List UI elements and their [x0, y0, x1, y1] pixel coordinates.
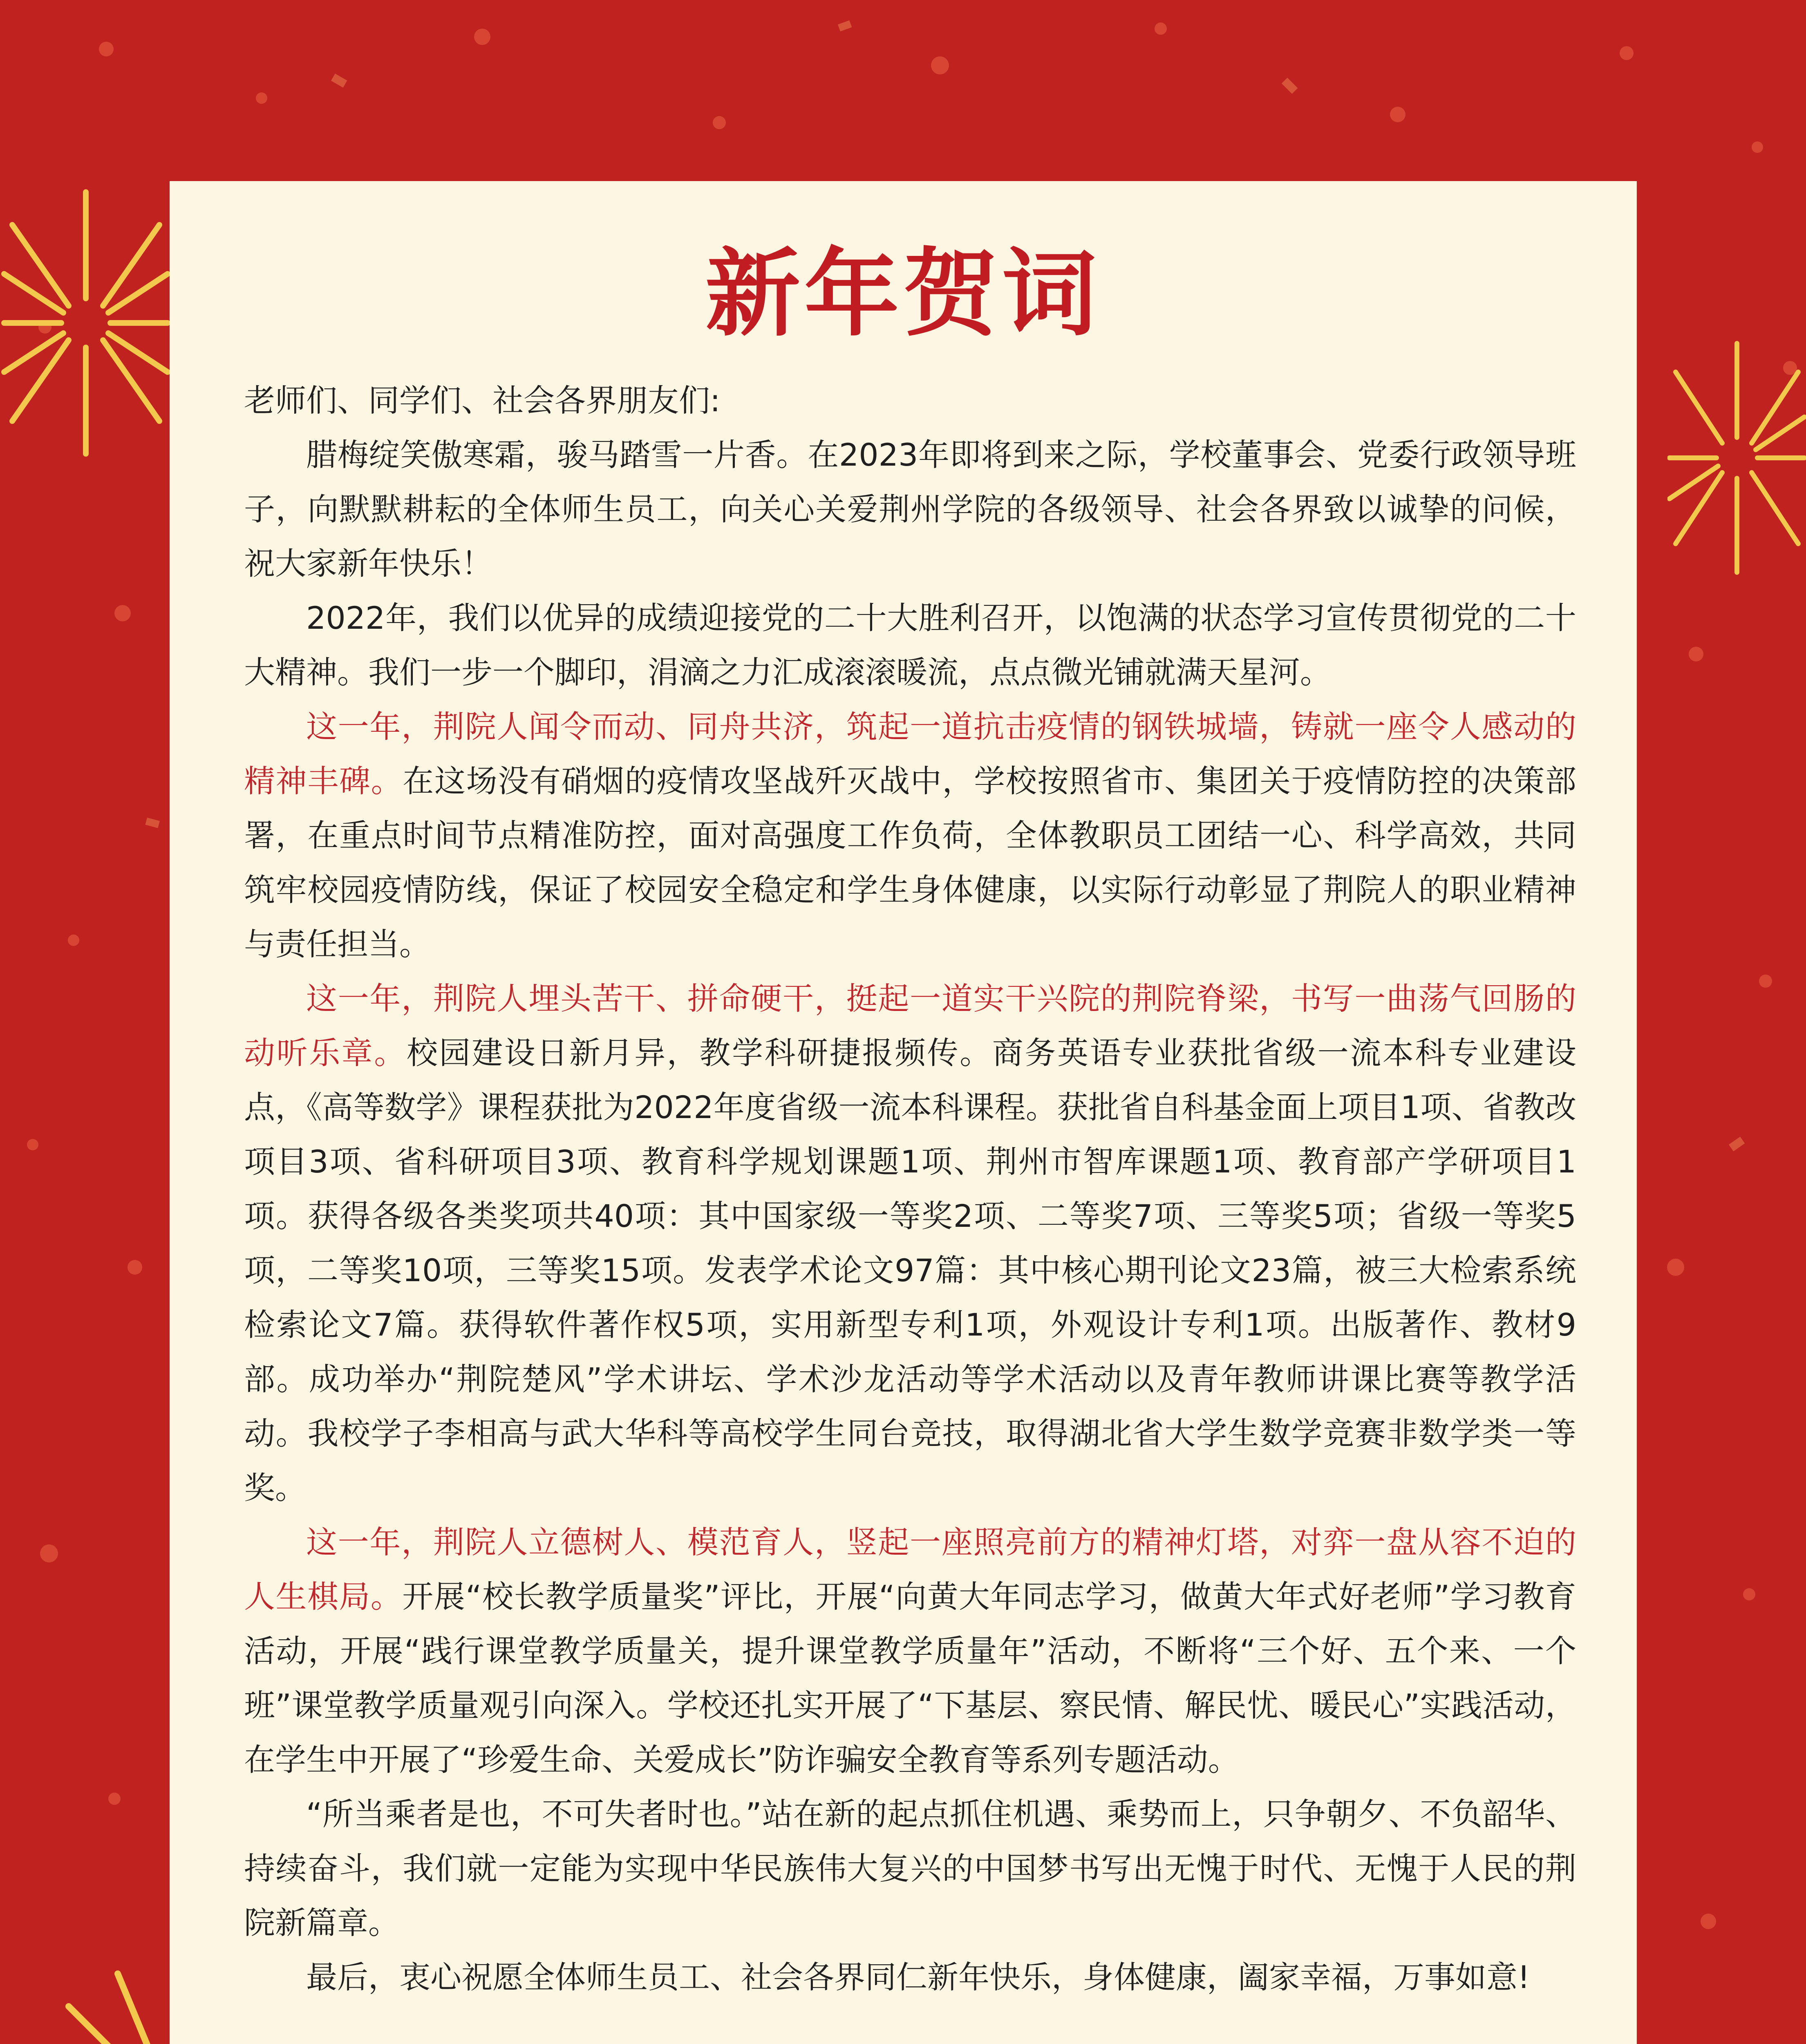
firework-decoration-top-left	[0, 180, 172, 466]
salutation: 老师们、同学们、社会各界朋友们:	[244, 382, 721, 419]
letter-body	[244, 373, 1576, 2004]
paragraph-text: 开展“校长教学质量奖”评比，开展“向黄大年同志学习，做黄大年式好老师”学习教育活动，开展“践行课堂教学质量关，提升课堂教学质量年”活动，不断将“三个好、五个来、一个班”课堂教学质量观引向深入。学校还扎实开展了“下基层、察民情、解民忧、暖民心”实践活动，在学生中开展了“珍爱生命、关爱成长”防诈骗安全教育等系列专题活动。	[244, 1578, 1577, 1778]
letter-paper	[170, 181, 1637, 2044]
paragraph-7	[244, 1950, 1576, 2004]
paragraph-4	[244, 971, 1576, 1515]
paragraph-2	[244, 591, 1576, 699]
paragraph-3	[244, 699, 1576, 971]
paragraph-text: 在这场没有硝烟的疫情攻坚战歼灭战中，学校按照省市、集团关于疫情防控的决策部署，在重点时间节点精准防控，面对高强度工作负荷，全体教职员工团结一心、科学高效，共同筑牢校园疫情防线，保证了校园安全稳定和学生身体健康，以实际行动彰显了荆院人的职业精神与责任担当。	[244, 763, 1577, 962]
paragraph-5	[244, 1515, 1576, 1787]
paragraph-highlight: 这一年，荆院人闻令而动、同舟共济，筑起一道抗击疫情的钢铁城墙，铸就一座令人感动的精神丰碑。	[244, 708, 1576, 799]
paragraph-6	[244, 1787, 1576, 1950]
paragraph-highlight: 这一年，荆院人埋头苦干、拼命硬干，挺起一道实干兴院的荆院脊梁，书写一曲荡气回肠的动听乐章。	[244, 980, 1576, 1071]
firework-decoration-right	[1667, 335, 1806, 580]
letter-title: 新年贺词	[705, 239, 1101, 349]
paragraph-1	[244, 428, 1576, 591]
paragraph-text: 2022年，我们以优异的成绩迎接党的二十大胜利召开，以饱满的状态学习宣传贯彻党的二十大精神。我们一步一个脚印，涓滴之力汇成滚滚暖流，点点微光铺就满天星河。	[244, 600, 1576, 690]
paragraph-text: 腊梅绽笑傲寒霜，骏马踏雪一片香。在2023年即将到来之际，学校董事会、党委行政领导班子，向默默耕耘的全体师生员工，向关心关爱荆州学院的各级领导、社会各界致以诚挚的问候，祝大家新年快乐！	[244, 437, 1576, 582]
paragraph-text: “所当乘者是也，不可失者时也。”站在新的起点抓住机遇、乘势而上，只争朝夕、不负韶华、持续奋斗，我们就一定能为实现中华民族伟大复兴的中国梦书写出无愧于时代、无愧于人民的荆院新篇章。	[244, 1796, 1576, 1941]
paragraph-text: 校园建设日新月异，教学科研捷报频传。商务英语专业获批省级一流本科专业建设点，《高等数学》课程获批为2022年度省级一流本科课程。获批省自科基金面上项目1项、省教改项目3项、省科研项目3项、教育科学规划课题1项、荆州市智库课题1项、教育部产学研项目1项。获得各级各类奖项共40项：其中国家级一等奖2项、二等奖7项、三等奖5项；省级一等奖5项，二等奖10项，三等奖15项。发表学术论文97篇：其中核心期刊论文23篇，被三大检索系统检索论文7篇。获得软件著作权5项，实用新型专利1项，外观设计专利1项。出版著作、教材9部。成功举办“荆院楚风”学术讲坛、学术沙龙活动等学术活动以及青年教师讲课比赛等教学活动。我校学子李相高与武大华科等高校学生同台竞技，取得湖北省大学生数学竞赛非数学类一等奖。	[244, 1035, 1576, 1506]
paragraph-highlight: 这一年，荆院人立德树人、模范育人，竖起一座照亮前方的精神灯塔，对弈一盘从容不迫的人生棋局。	[244, 1524, 1576, 1615]
paragraph-text: 最后，衷心祝愿全体师生员工、社会各界同仁新年快乐，身体健康，阖家幸福，万事如意!	[306, 1959, 1530, 1995]
